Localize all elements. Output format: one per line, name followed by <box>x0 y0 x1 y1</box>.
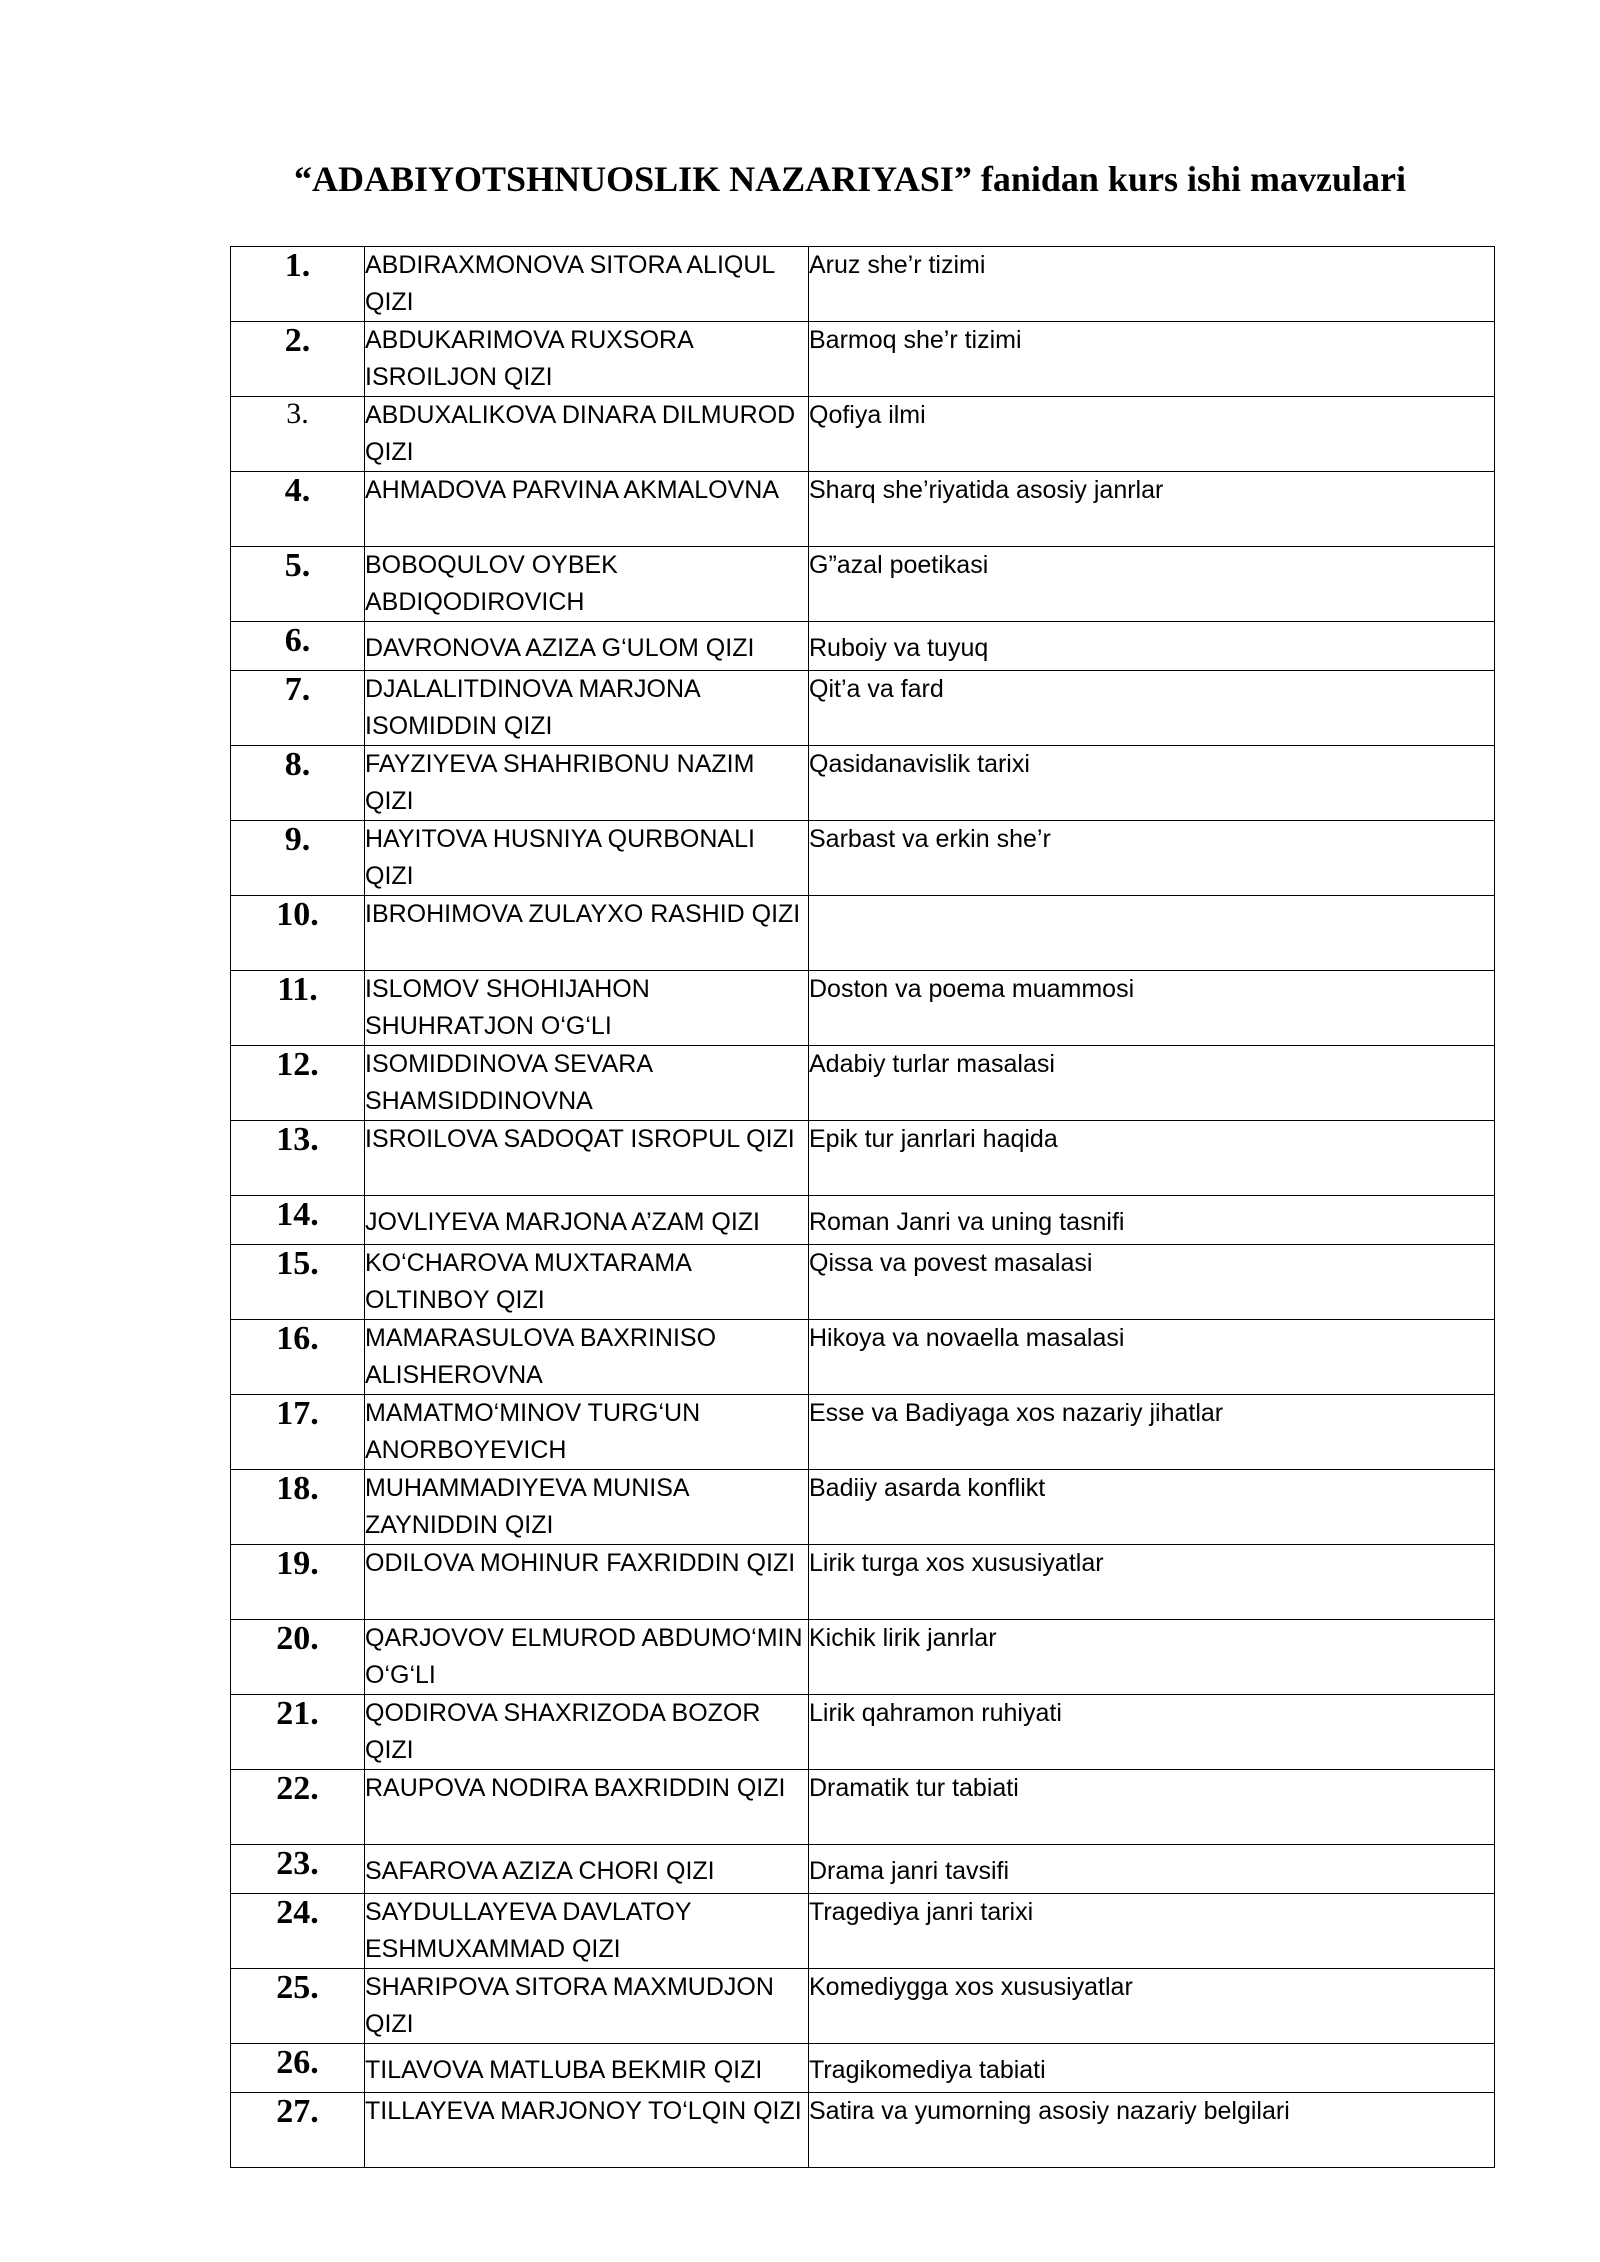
row-number: 7. <box>231 671 365 746</box>
student-name: DAVRONOVA AZIZA G‘ULOM QIZI <box>365 622 809 671</box>
row-number: 17. <box>231 1395 365 1470</box>
topic-title: Aruz she’r tizimi <box>809 247 1495 322</box>
row-number: 25. <box>231 1969 365 2044</box>
student-name: KO‘CHAROVA MUXTARAMA OLTINBOY QIZI <box>365 1245 809 1320</box>
student-name: ABDUKARIMOVA RUXSORA ISROILJON QIZI <box>365 322 809 397</box>
topic-title: Qit’a va fard <box>809 671 1495 746</box>
topic-title: Badiiy asarda konflikt <box>809 1470 1495 1545</box>
topic-title: Hikoya va novaella masalasi <box>809 1320 1495 1395</box>
student-name: MAMARASULOVA BAXRINISO ALISHEROVNA <box>365 1320 809 1395</box>
table-row <box>231 397 1495 472</box>
row-number: 27. <box>231 2093 365 2168</box>
student-name: MAMATMO‘MINOV TURG‘UN ANORBOYEVICH <box>365 1395 809 1470</box>
table-row <box>231 1470 1495 1545</box>
student-name: TILAVOVA MATLUBA BEKMIR QIZI <box>365 2044 809 2093</box>
table-row <box>231 1320 1495 1395</box>
table-row <box>231 971 1495 1046</box>
table-row <box>231 547 1495 622</box>
row-number: 3. <box>231 397 365 472</box>
row-number: 23. <box>231 1845 365 1894</box>
row-number: 15. <box>231 1245 365 1320</box>
table-row <box>231 746 1495 821</box>
student-name: FAYZIYEVA SHAHRIBONU NAZIM QIZI <box>365 746 809 821</box>
topic-title <box>809 896 1495 971</box>
student-name: QARJOVOV ELMUROD ABDUMO‘MIN O‘G‘LI <box>365 1620 809 1695</box>
table-body <box>231 247 1495 2168</box>
row-number: 20. <box>231 1620 365 1695</box>
student-name: ODILOVA MOHINUR FAXRIDDIN QIZI <box>365 1545 809 1620</box>
row-number: 19. <box>231 1545 365 1620</box>
row-number: 26. <box>231 2044 365 2093</box>
course-topics-table <box>230 246 1495 2168</box>
table-row <box>231 1845 1495 1894</box>
row-number: 4. <box>231 472 365 547</box>
table-row <box>231 2093 1495 2168</box>
topic-title: Sharq she’riyatida asosiy janrlar <box>809 472 1495 547</box>
table-row <box>231 1395 1495 1470</box>
student-name: ISROILOVA SADOQAT ISROPUL QIZI <box>365 1121 809 1196</box>
row-number: 2. <box>231 322 365 397</box>
topic-title: Dramatik tur tabiati <box>809 1770 1495 1845</box>
student-name: ABDIRAXMONOVA SITORA ALIQUL QIZI <box>365 247 809 322</box>
table-row <box>231 322 1495 397</box>
table-row <box>231 622 1495 671</box>
student-name: SAFAROVA AZIZA CHORI QIZI <box>365 1845 809 1894</box>
student-name: DJALALITDINOVA MARJONA ISOMIDDIN QIZI <box>365 671 809 746</box>
table-row <box>231 1770 1495 1845</box>
topic-title: Roman Janri va uning tasnifi <box>809 1196 1495 1245</box>
table-row <box>231 1545 1495 1620</box>
table-row <box>231 1620 1495 1695</box>
topic-title: Sarbast va erkin she’r <box>809 821 1495 896</box>
topic-title: Adabiy turlar masalasi <box>809 1046 1495 1121</box>
topic-title: Drama janri tavsifi <box>809 1845 1495 1894</box>
row-number: 14. <box>231 1196 365 1245</box>
table-row <box>231 896 1495 971</box>
topic-title: Tragikomediya tabiati <box>809 2044 1495 2093</box>
student-name: HAYITOVA HUSNIYA QURBONALI QIZI <box>365 821 809 896</box>
student-name: ISLOMOV SHOHIJAHON SHUHRATJON O‘G‘LI <box>365 971 809 1046</box>
topic-title: Ruboiy va tuyuq <box>809 622 1495 671</box>
student-name: ISOMIDDINOVA SEVARA SHAMSIDDINOVNA <box>365 1046 809 1121</box>
table-row <box>231 1121 1495 1196</box>
table-row <box>231 2044 1495 2093</box>
row-number: 24. <box>231 1894 365 1969</box>
student-name: MUHAMMADIYEVA MUNISA ZAYNIDDIN QIZI <box>365 1470 809 1545</box>
table-row <box>231 1894 1495 1969</box>
topic-title: Tragediya janri tarixi <box>809 1894 1495 1969</box>
table-row <box>231 671 1495 746</box>
topic-title: Kichik lirik janrlar <box>809 1620 1495 1695</box>
table-row <box>231 1046 1495 1121</box>
table-row <box>231 472 1495 547</box>
topic-title: Epik tur janrlari haqida <box>809 1121 1495 1196</box>
row-number: 6. <box>231 622 365 671</box>
student-name: ABDUXALIKOVA DINARA DILMUROD QIZI <box>365 397 809 472</box>
row-number: 5. <box>231 547 365 622</box>
table-row <box>231 247 1495 322</box>
topic-title: Qofiya ilmi <box>809 397 1495 472</box>
topic-title: Barmoq she’r tizimi <box>809 322 1495 397</box>
topic-title: Satira va yumorning asosiy nazariy belgilari <box>809 2093 1495 2168</box>
topic-title: Qissa va povest masalasi <box>809 1245 1495 1320</box>
row-number: 10. <box>231 896 365 971</box>
student-name: RAUPOVA NODIRA BAXRIDDIN QIZI <box>365 1770 809 1845</box>
topic-title: Lirik turga xos xususiyatlar <box>809 1545 1495 1620</box>
row-number: 21. <box>231 1695 365 1770</box>
table-row <box>231 1695 1495 1770</box>
topic-title: Doston va poema muammosi <box>809 971 1495 1046</box>
table-row <box>231 1196 1495 1245</box>
row-number: 11. <box>231 971 365 1046</box>
row-number: 1. <box>231 247 365 322</box>
table-row <box>231 1969 1495 2044</box>
student-name: IBROHIMOVA ZULAYXO RASHID QIZI <box>365 896 809 971</box>
document-title: “ADABIYOTSHNUOSLIK NAZARIYASI” fanidan kurs ishi mavzulari <box>294 159 1406 199</box>
topic-title: G”azal poetikasi <box>809 547 1495 622</box>
topic-title: Lirik qahramon ruhiyati <box>809 1695 1495 1770</box>
student-name: SAYDULLAYEVA DAVLATOY ESHMUXAMMAD QIZI <box>365 1894 809 1969</box>
topic-title: Komediygga xos xususiyatlar <box>809 1969 1495 2044</box>
student-name: SHARIPOVA SITORA MAXMUDJON QIZI <box>365 1969 809 2044</box>
table-row <box>231 821 1495 896</box>
row-number: 9. <box>231 821 365 896</box>
student-name: BOBOQULOV OYBEK ABDIQODIROVICH <box>365 547 809 622</box>
row-number: 13. <box>231 1121 365 1196</box>
student-name: QODIROVA SHAXRIZODA BOZOR QIZI <box>365 1695 809 1770</box>
student-name: JOVLIYEVA MARJONA A’ZAM QIZI <box>365 1196 809 1245</box>
topic-title: Esse va Badiyaga xos nazariy jihatlar <box>809 1395 1495 1470</box>
table-row <box>231 1245 1495 1320</box>
row-number: 12. <box>231 1046 365 1121</box>
student-name: AHMADOVA PARVINA AKMALOVNA <box>365 472 809 547</box>
row-number: 16. <box>231 1320 365 1395</box>
topic-title: Qasidanavislik tarixi <box>809 746 1495 821</box>
row-number: 18. <box>231 1470 365 1545</box>
row-number: 22. <box>231 1770 365 1845</box>
student-name: TILLAYEVA MARJONOY TO‘LQIN QIZI <box>365 2093 809 2168</box>
row-number: 8. <box>231 746 365 821</box>
